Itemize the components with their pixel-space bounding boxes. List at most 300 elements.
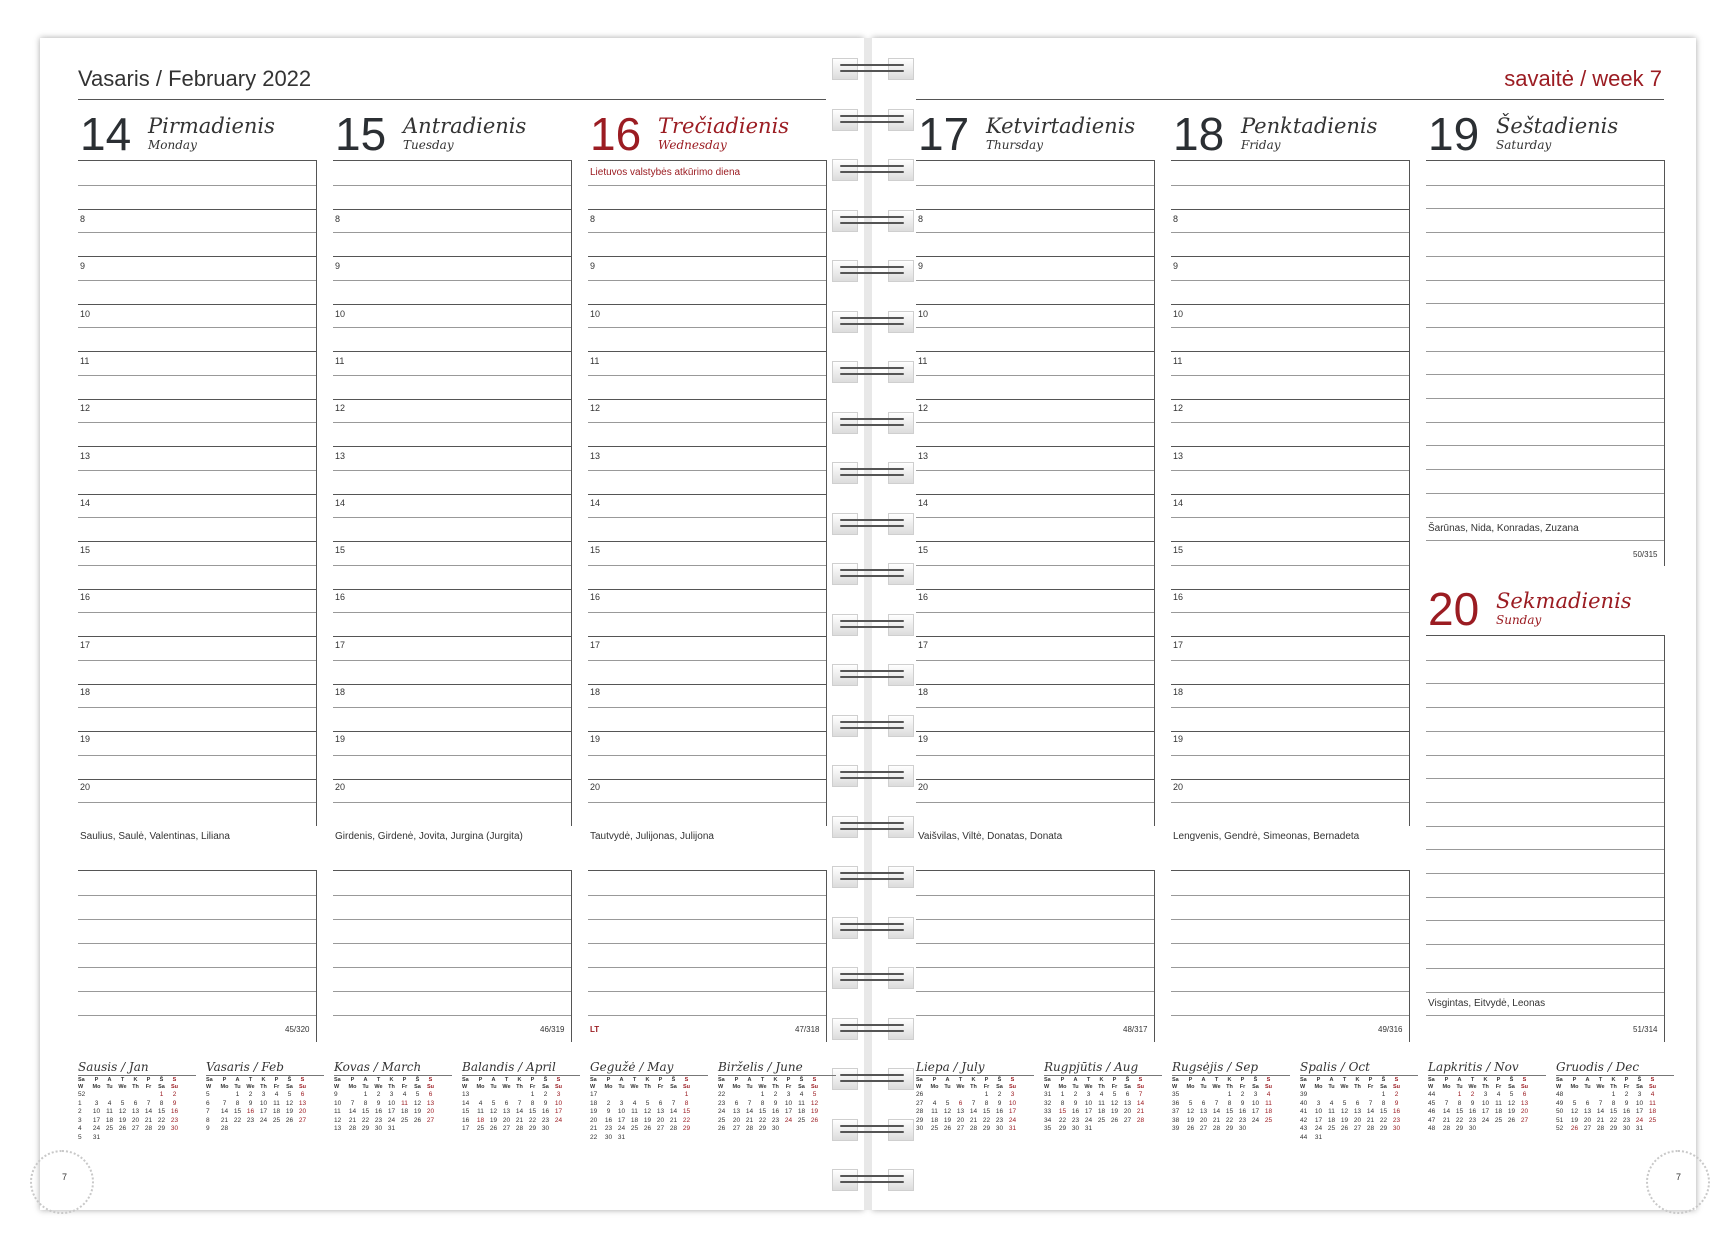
name-days: Tautvydė, Julijonas, Julijona xyxy=(590,831,714,842)
weekday-header-en: Fr xyxy=(273,1083,280,1090)
weekday-header-en: Sa xyxy=(414,1083,421,1090)
calendar-date: 10 xyxy=(554,1099,563,1107)
calendar-date: 8 xyxy=(159,1099,164,1107)
sunday-notes-area[interactable] xyxy=(1426,635,1665,1042)
hour-label: 13 xyxy=(918,450,929,461)
weekday-header-en: Fr xyxy=(785,1083,792,1090)
calendar-date: 23 xyxy=(374,1116,383,1124)
weekday-header-en: Tu xyxy=(362,1083,369,1090)
calendar-date: 6 xyxy=(658,1099,663,1107)
calendar-date: 22 xyxy=(1455,1116,1464,1124)
weekday-header-lt: P xyxy=(94,1077,99,1083)
hourly-notes-area[interactable] xyxy=(1171,160,1410,826)
calendar-date: 14 xyxy=(1442,1108,1451,1115)
notes-area[interactable] xyxy=(333,870,572,1042)
ruled-line xyxy=(916,185,1154,186)
weekday-header-en: Fr xyxy=(1495,1083,1502,1090)
calendar-date: 17 xyxy=(259,1108,268,1115)
calendar-date: 2 xyxy=(376,1091,381,1098)
ruled-line xyxy=(1171,731,1409,732)
calendar-date xyxy=(270,1125,283,1134)
calendar-date: 20 xyxy=(956,1116,965,1124)
ruled-line xyxy=(916,636,1154,637)
ruled-line xyxy=(1171,470,1409,471)
calendar-date: 29 xyxy=(1379,1125,1388,1132)
calendar-date: 1 xyxy=(1611,1091,1616,1098)
calendar-date: 5 xyxy=(491,1099,496,1107)
weekday-header-lt: P xyxy=(658,1077,663,1083)
weekday-header-en: We xyxy=(1468,1083,1477,1090)
calendar-date: 20 xyxy=(1199,1116,1208,1124)
calendar-date: 19 xyxy=(1340,1116,1349,1124)
month-title: Vasaris / February 2022 xyxy=(78,66,312,91)
week-number: 5 xyxy=(78,1133,82,1141)
calendar-date: 28 xyxy=(745,1125,754,1132)
calendar-date: 16 xyxy=(995,1108,1004,1115)
week-number: 52 xyxy=(1556,1125,1564,1132)
calendar-date xyxy=(1364,1091,1377,1100)
hour-label: 19 xyxy=(80,734,91,745)
weekday-header-en: We xyxy=(1596,1083,1605,1090)
calendar-date: 3 xyxy=(619,1099,624,1107)
calendar-date: 7 xyxy=(971,1099,976,1107)
weekday-header-en: We xyxy=(758,1083,767,1090)
weekday-header-en: W xyxy=(462,1083,468,1090)
hour-label: 15 xyxy=(590,545,601,556)
calendar-date xyxy=(1479,1125,1492,1134)
calendar-date xyxy=(90,1091,103,1100)
calendar-date xyxy=(1108,1125,1121,1134)
calendar-date xyxy=(615,1091,628,1100)
calendar-date: 3 xyxy=(1253,1091,1258,1098)
mini-calendar-grid xyxy=(1300,1077,1403,1142)
weekday-header-en: Sa xyxy=(1508,1083,1515,1090)
hourly-notes-area[interactable] xyxy=(588,160,827,826)
hourly-notes-area[interactable] xyxy=(916,160,1155,826)
weekday-header-lt: P xyxy=(606,1077,611,1083)
weekday-header-en: Th xyxy=(1098,1083,1105,1090)
hour-label: 18 xyxy=(590,687,601,697)
notes-area[interactable] xyxy=(78,870,317,1042)
weekday-header-en: Tu xyxy=(746,1083,753,1090)
calendar-date: 24 xyxy=(784,1116,793,1124)
weekday-header-lt: P xyxy=(530,1077,535,1083)
week-number: 10 xyxy=(334,1099,342,1107)
weekday-header-lt: Š xyxy=(1637,1077,1642,1083)
calendar-date: 30 xyxy=(170,1125,179,1132)
ruled-line xyxy=(916,1015,1154,1016)
mini-calendar-title: Vasaris / Feb xyxy=(206,1060,324,1076)
ruled-line xyxy=(333,943,571,944)
calendar-date: 8 xyxy=(684,1099,689,1107)
calendar-date: 15 xyxy=(233,1108,242,1115)
calendar-date: 13 xyxy=(298,1099,307,1107)
calendar-date: 31 xyxy=(1314,1133,1323,1141)
calendar-date: 28 xyxy=(515,1125,524,1132)
day-number: 14 xyxy=(80,108,132,160)
weekday-header-lt: Š xyxy=(159,1077,164,1083)
week-number: 8 xyxy=(206,1116,210,1124)
calendar-date: 5 xyxy=(945,1099,950,1107)
hour-label: 8 xyxy=(918,214,924,224)
week-number: 50 xyxy=(1556,1108,1564,1115)
calendar-date xyxy=(782,1125,795,1134)
weekday-header-en: Mo xyxy=(1058,1083,1067,1090)
hour-label: 18 xyxy=(335,687,346,697)
ruled-line xyxy=(588,399,826,400)
ruled-line xyxy=(1426,968,1664,969)
calendar-date: 1 xyxy=(1457,1091,1462,1098)
weekday-header-en: Su xyxy=(1648,1083,1657,1090)
calendar-date: 3 xyxy=(94,1099,99,1107)
notes-area[interactable] xyxy=(588,870,827,1042)
calendar-date: 30 xyxy=(771,1125,780,1132)
weekday-header-en: Th xyxy=(1482,1083,1489,1090)
day-name-en: Monday xyxy=(148,138,197,152)
day-name-lt: Pirmadienis xyxy=(148,114,275,138)
calendar-date: 11 xyxy=(1328,1108,1335,1115)
calendar-date: 4 xyxy=(274,1091,279,1098)
week-number: 15 xyxy=(462,1108,470,1115)
calendar-date: 27 xyxy=(1353,1125,1362,1132)
calendar-date: 31 xyxy=(1084,1125,1093,1132)
calendar-date: 17 xyxy=(554,1108,563,1115)
calendar-date: 23 xyxy=(1468,1116,1477,1124)
calendar-date: 27 xyxy=(1583,1125,1592,1132)
calendar-date: 26 xyxy=(1570,1125,1579,1132)
calendar-date xyxy=(231,1125,244,1134)
calendar-date: 18 xyxy=(1097,1108,1106,1115)
ruled-line xyxy=(78,232,316,233)
calendar-date: 15 xyxy=(1058,1108,1067,1115)
calendar-date xyxy=(628,1091,641,1100)
notes-area[interactable] xyxy=(1171,870,1410,1042)
ruled-line xyxy=(333,446,571,447)
calendar-date: 8 xyxy=(235,1099,240,1107)
calendar-date: 25 xyxy=(1494,1116,1503,1124)
day-count: 46/319 xyxy=(540,1025,565,1034)
saturday-notes-area[interactable] xyxy=(1426,160,1665,566)
weekday-header-lt: P xyxy=(350,1077,355,1083)
ruled-line xyxy=(1426,469,1664,470)
week-number: 48 xyxy=(1556,1091,1564,1098)
week-number: 45 xyxy=(1428,1099,1436,1107)
calendar-date: 11 xyxy=(401,1099,408,1107)
calendar-date: 10 xyxy=(1635,1099,1644,1107)
weekday-header-lt: K xyxy=(389,1077,394,1083)
day-name-en: Thursday xyxy=(986,138,1043,152)
binding-ring xyxy=(832,816,912,836)
ruled-line xyxy=(916,304,1154,305)
calendar-date: 16 xyxy=(1392,1108,1401,1115)
calendar-date xyxy=(1184,1091,1197,1100)
ruled-line xyxy=(1426,683,1664,684)
calendar-date xyxy=(967,1091,980,1100)
calendar-date: 9 xyxy=(997,1099,1002,1107)
weekday-header-en: Fr xyxy=(529,1083,536,1090)
week-number: 24 xyxy=(718,1108,726,1115)
calendar-date: 22 xyxy=(1225,1116,1234,1124)
week-number: 38 xyxy=(1172,1116,1180,1124)
ruled-line xyxy=(78,895,316,896)
weekday-header-lt: K xyxy=(133,1077,138,1083)
calendar-date: 11 xyxy=(631,1108,638,1115)
ruled-line xyxy=(588,185,826,186)
week-number: 31 xyxy=(1044,1091,1052,1098)
calendar-date: 17 xyxy=(1084,1108,1093,1115)
binding-ring xyxy=(832,462,912,482)
mini-calendar xyxy=(1172,1060,1290,1134)
calendar-date xyxy=(1364,1134,1377,1143)
hour-label: 9 xyxy=(918,261,924,272)
calendar-date: 12 xyxy=(489,1108,498,1115)
hourly-notes-area[interactable] xyxy=(333,160,572,826)
calendar-date: 2 xyxy=(172,1091,177,1098)
calendar-date: 6 xyxy=(1522,1091,1527,1098)
calendar-date xyxy=(1351,1091,1364,1100)
ruled-line xyxy=(588,779,826,780)
ruled-line xyxy=(588,707,826,708)
day-number: 15 xyxy=(335,108,387,160)
ruled-line xyxy=(78,612,316,613)
ruled-line xyxy=(588,470,826,471)
ruled-line xyxy=(916,802,1154,803)
ruled-line xyxy=(916,375,1154,376)
ruled-line xyxy=(588,280,826,281)
calendar-date: 16 xyxy=(1071,1108,1080,1115)
calendar-date: 13 xyxy=(131,1108,140,1115)
calendar-date: 8 xyxy=(760,1099,765,1107)
ruled-line xyxy=(1426,897,1664,898)
weekday-header-lt: P xyxy=(1240,1077,1245,1083)
mini-calendar xyxy=(916,1060,1034,1134)
calendar-date xyxy=(103,1091,116,1100)
calendar-date: 7 xyxy=(747,1099,752,1107)
weekday-header-en: Sa xyxy=(1124,1083,1131,1090)
calendar-date: 2 xyxy=(1240,1091,1245,1098)
calendar-date: 20 xyxy=(732,1116,741,1124)
calendar-date: 9 xyxy=(1240,1099,1245,1107)
calendar-date: 11 xyxy=(1649,1099,1656,1107)
calendar-date: 7 xyxy=(222,1099,227,1107)
weekday-header-en: W xyxy=(1172,1083,1178,1090)
ruled-line xyxy=(588,494,826,495)
calendar-date: 10 xyxy=(617,1108,626,1115)
weekday-header-en: Sa xyxy=(798,1083,805,1090)
ruled-line xyxy=(333,660,571,661)
hour-label: 14 xyxy=(335,497,346,508)
weekday-header-lt: K xyxy=(971,1077,976,1083)
weekday-header-en: Mo xyxy=(1186,1083,1195,1090)
calendar-date xyxy=(808,1125,821,1134)
weekday-header-lt: A xyxy=(1457,1077,1462,1083)
ruled-line xyxy=(1171,327,1409,328)
weekday-header-en: Mo xyxy=(604,1083,613,1090)
calendar-date: 10 xyxy=(1084,1099,1093,1107)
weekday-header-en: Tu xyxy=(1200,1083,1207,1090)
ruled-line xyxy=(1426,351,1664,352)
calendar-date: 14 xyxy=(515,1108,524,1115)
calendar-date: 31 xyxy=(617,1133,626,1141)
ruled-line xyxy=(916,967,1154,968)
calendar-date: 20 xyxy=(426,1108,435,1115)
ruled-line xyxy=(588,446,826,447)
calendar-date: 24 xyxy=(1251,1116,1260,1124)
ruled-line xyxy=(1171,684,1409,685)
weekday-header-en: Mo xyxy=(92,1083,101,1090)
mini-calendar-grid xyxy=(718,1077,821,1134)
week-number: 39 xyxy=(1300,1091,1308,1098)
calendar-date: 3 xyxy=(1637,1091,1642,1098)
weekday-header-en: Tu xyxy=(234,1083,241,1090)
calendar-date: 19 xyxy=(643,1116,652,1124)
ruled-line xyxy=(333,304,571,305)
calendar-date: 24 xyxy=(387,1116,396,1124)
notes-area[interactable] xyxy=(916,870,1155,1042)
calendar-date xyxy=(1338,1091,1351,1100)
day-name-en: Saturday xyxy=(1496,138,1552,152)
calendar-date xyxy=(1377,1134,1390,1143)
hour-label: 8 xyxy=(335,214,341,224)
ruled-line xyxy=(78,943,316,944)
ruled-line xyxy=(916,351,1154,352)
weekday-header-lt: P xyxy=(274,1077,279,1083)
calendar-date: 12 xyxy=(118,1108,127,1115)
calendar-date: 10 xyxy=(1251,1099,1260,1107)
calendar-date: 1 xyxy=(363,1091,368,1098)
calendar-date: 15 xyxy=(1455,1108,1464,1115)
ruled-line xyxy=(333,731,571,732)
ruled-line xyxy=(916,895,1154,896)
calendar-date: 4 xyxy=(1099,1091,1104,1098)
calendar-date: 18 xyxy=(1327,1116,1336,1124)
ruled-line xyxy=(588,589,826,590)
weekday-header-lt: P xyxy=(478,1077,483,1083)
weekday-header-lt: Sa xyxy=(1172,1077,1179,1083)
hour-label: 20 xyxy=(335,781,346,792)
hour-label: 14 xyxy=(918,497,929,508)
hour-label: 12 xyxy=(335,403,346,414)
calendar-date: 16 xyxy=(1468,1108,1477,1115)
binding-ring xyxy=(832,765,912,785)
calendar-date: 28 xyxy=(1366,1125,1375,1132)
hour-label: 9 xyxy=(590,261,596,272)
weekday-header-en: W xyxy=(334,1083,340,1090)
day-name-en: Sunday xyxy=(1496,613,1542,627)
calendar-date: 22 xyxy=(361,1116,370,1124)
calendar-date: 7 xyxy=(146,1099,151,1107)
ruled-line xyxy=(333,351,571,352)
weekday-header-en: Sa xyxy=(158,1083,165,1090)
hourly-notes-area[interactable] xyxy=(78,160,317,826)
weekday-header-lt: S xyxy=(300,1077,305,1083)
name-days: Saulius, Saulė, Valentinas, Liliana xyxy=(80,831,230,842)
calendar-date xyxy=(424,1125,437,1134)
hour-label: 10 xyxy=(1173,308,1184,319)
ruled-line xyxy=(588,517,826,518)
ruled-line xyxy=(78,589,316,590)
calendar-date: 21 xyxy=(144,1116,153,1124)
calendar-date: 30 xyxy=(995,1125,1004,1132)
calendar-date: 5 xyxy=(1342,1099,1347,1107)
calendar-date: 11 xyxy=(798,1099,805,1107)
calendar-date: 19 xyxy=(1570,1116,1579,1124)
binding-ring xyxy=(832,361,912,381)
calendar-date: 14 xyxy=(969,1108,978,1115)
ruled-line xyxy=(1171,351,1409,352)
ruled-line xyxy=(588,919,826,920)
calendar-date: 27 xyxy=(131,1125,140,1132)
ruled-line xyxy=(1426,778,1664,779)
calendar-date: 24 xyxy=(92,1125,101,1132)
ruled-line xyxy=(588,565,826,566)
ruled-line xyxy=(333,779,571,780)
weekday-header-en: Fr xyxy=(1623,1083,1630,1090)
ruled-line xyxy=(78,541,316,542)
calendar-date: 25 xyxy=(272,1116,281,1124)
weekday-header-en: Su xyxy=(1136,1083,1145,1090)
weekday-header-lt: T xyxy=(1214,1077,1219,1083)
calendar-date: 11 xyxy=(1495,1099,1502,1107)
calendar-date xyxy=(103,1134,116,1143)
calendar-date xyxy=(168,1134,181,1143)
weekday-header-lt: P xyxy=(222,1077,227,1083)
calendar-date: 9 xyxy=(1624,1099,1629,1107)
ruled-line xyxy=(333,375,571,376)
calendar-date xyxy=(129,1091,142,1100)
calendar-date: 25 xyxy=(400,1116,409,1124)
weekday-header-lt: T xyxy=(1086,1077,1091,1083)
calendar-date: 29 xyxy=(157,1125,166,1132)
calendar-date: 15 xyxy=(982,1108,991,1115)
hour-label: 11 xyxy=(918,355,928,366)
calendar-date: 6 xyxy=(1585,1099,1590,1107)
calendar-date: 8 xyxy=(1060,1099,1065,1107)
weekday-header-lt: Š xyxy=(799,1077,804,1083)
calendar-date: 29 xyxy=(1058,1125,1067,1132)
weekday-header-lt: P xyxy=(402,1077,407,1083)
calendar-date: 18 xyxy=(476,1116,485,1124)
ruled-line xyxy=(1426,1015,1664,1016)
calendar-date xyxy=(116,1134,129,1143)
hour-label: 12 xyxy=(80,403,91,414)
weekday-header-en: We xyxy=(502,1083,511,1090)
weekday-header-lt: Sa xyxy=(1428,1077,1435,1083)
ruled-line xyxy=(333,991,571,992)
ruled-line xyxy=(588,731,826,732)
week-number: 5 xyxy=(206,1091,210,1098)
hour-label: 15 xyxy=(335,545,346,556)
ruled-line xyxy=(1171,943,1409,944)
calendar-date: 2 xyxy=(543,1091,548,1098)
calendar-date: 30 xyxy=(1392,1125,1401,1132)
ruled-line xyxy=(1171,589,1409,590)
calendar-date: 16 xyxy=(541,1108,550,1115)
calendar-date xyxy=(257,1125,270,1134)
calendar-date xyxy=(1210,1091,1223,1100)
calendar-date: 26 xyxy=(1507,1116,1516,1124)
calendar-date xyxy=(218,1091,231,1100)
calendar-date: 1 xyxy=(159,1091,164,1098)
weekday-header-lt: Š xyxy=(543,1077,548,1083)
calendar-date: 19 xyxy=(413,1108,422,1115)
hour-label: 11 xyxy=(335,355,345,366)
ruled-line xyxy=(1171,541,1409,542)
mini-calendar-grid xyxy=(590,1077,693,1142)
ruled-line xyxy=(916,684,1154,685)
weekday-header-en: Th xyxy=(970,1083,977,1090)
ruled-line xyxy=(588,1015,826,1016)
